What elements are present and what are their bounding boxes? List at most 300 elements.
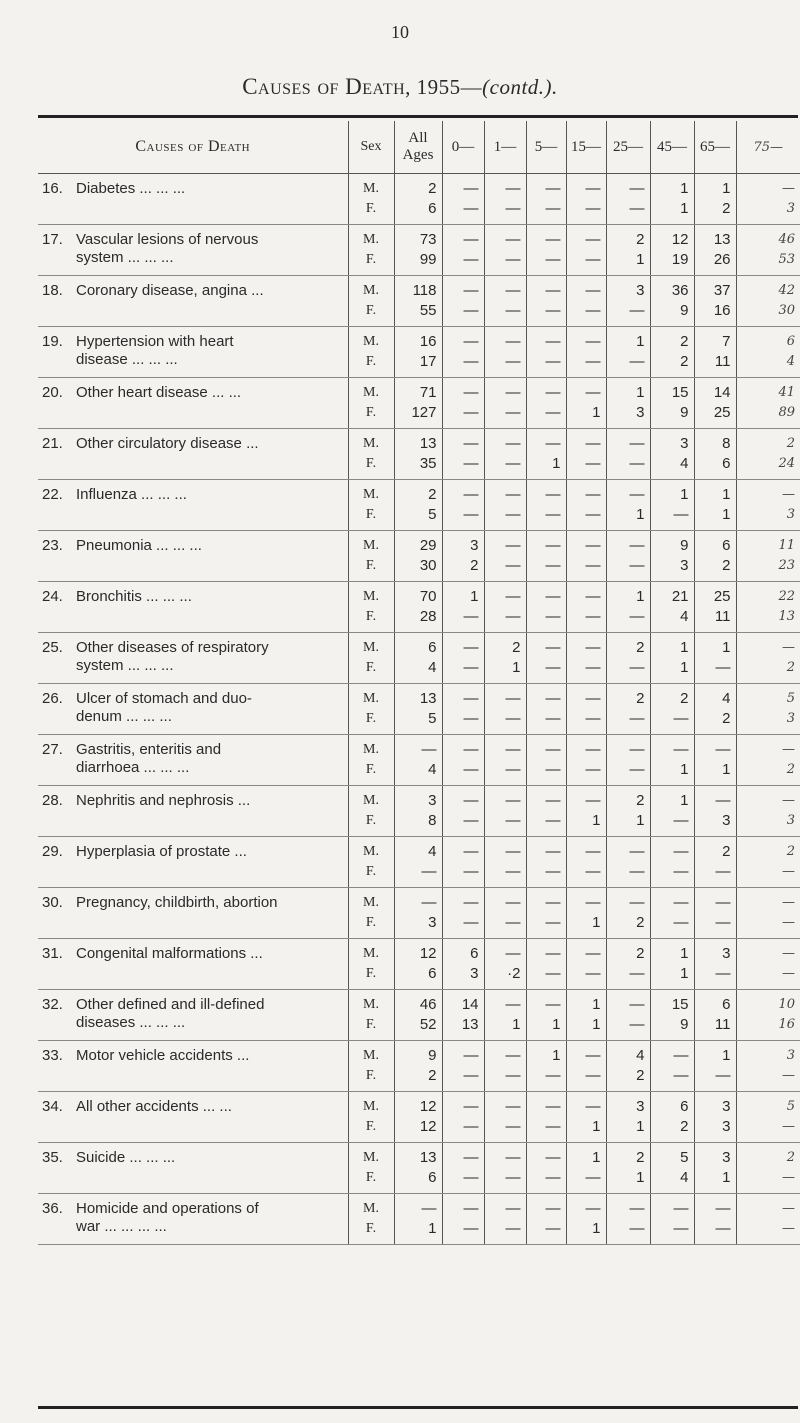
male-value-cell: — [484,1092,526,1118]
male-value-cell: — [442,480,484,506]
cause-label: Motor vehicle accidents [76,1047,233,1064]
female-value-cell: 1 [650,964,694,990]
cause-label: Gastritis, enteritis and [76,741,222,758]
male-value-cell: — [650,888,694,914]
male-value-cell: 15 [650,378,694,404]
male-value-cell: — [694,786,736,812]
female-value-cell: — [526,1066,566,1092]
cause-number: 34. [42,1098,63,1115]
cause-number: 35. [42,1149,63,1166]
male-value-cell: — [526,327,566,353]
male-value-cell: 4 [694,684,736,710]
sex-male: M. [348,582,394,608]
sex-female: F. [348,352,394,378]
male-value-cell: — [526,174,566,200]
female-value-cell: — [650,1219,694,1245]
title-year: , 1955— [405,75,483,99]
female-value-cell: 25 [694,403,736,429]
female-value-cell: — [566,352,606,378]
female-value-cell: 2 [394,1066,442,1092]
sex-male: M. [348,480,394,506]
male-value-cell: 6 [736,327,800,353]
header-all-ages: All Ages [394,121,442,174]
female-value-cell: 3 [442,964,484,990]
cause-number: 16. [42,180,63,197]
male-value-cell: 4 [606,1041,650,1067]
male-value-cell: — [566,786,606,812]
female-value-cell: — [442,1117,484,1143]
male-value-cell: — [484,684,526,710]
cause-cell [38,582,348,633]
female-value-cell: — [442,250,484,276]
male-value-cell: — [484,582,526,608]
female-value-cell: 1 [606,1168,650,1194]
header-age-25: 25— [606,121,650,174]
female-value-cell: — [484,811,526,837]
male-value-cell: — [736,735,800,761]
female-value-cell: — [484,862,526,888]
male-value-cell: 118 [394,276,442,302]
male-value-cell: 2 [606,939,650,965]
female-value-cell: 1 [650,760,694,786]
female-value-cell: — [606,1219,650,1245]
female-value-cell: — [606,862,650,888]
male-value-cell: — [526,735,566,761]
female-value-cell: — [566,658,606,684]
header-age-45: 45— [650,121,694,174]
female-value-cell: — [442,607,484,633]
female-value-cell: — [736,1168,800,1194]
male-value-cell: — [442,276,484,302]
sex-female: F. [348,1066,394,1092]
female-value-cell: — [736,913,800,939]
female-value-cell: — [606,658,650,684]
male-value-cell: 46 [736,225,800,251]
female-value-cell: — [484,1168,526,1194]
sex-male: M. [348,429,394,455]
female-value-cell: — [566,760,606,786]
male-value-cell: 2 [650,327,694,353]
female-value-cell: 4 [394,658,442,684]
cause-number: 22. [42,486,63,503]
male-value-cell: — [484,837,526,863]
male-value-cell: — [442,735,484,761]
female-value-cell: — [606,607,650,633]
female-value-cell: — [526,607,566,633]
female-value-cell: — [484,1066,526,1092]
male-value-cell: — [442,684,484,710]
female-value-cell: 2 [736,658,800,684]
female-value-cell: 19 [650,250,694,276]
male-value-cell: — [566,480,606,506]
male-value-cell: 71 [394,378,442,404]
male-value-cell: — [442,378,484,404]
female-value-cell: 3 [736,811,800,837]
male-value-cell: 2 [606,684,650,710]
cause-label: Pregnancy, childbirth, abortion [76,894,278,911]
female-value-cell: — [650,709,694,735]
female-value-cell: — [442,1168,484,1194]
header-age-15: 15— [566,121,606,174]
cause-label: Influenza [76,486,137,503]
male-value-cell: 2 [484,633,526,659]
male-value-cell: — [566,735,606,761]
female-value-cell: — [442,352,484,378]
sex-male: M. [348,1143,394,1169]
female-value-cell: — [526,1168,566,1194]
female-value-cell: 13 [442,1015,484,1041]
male-value-cell: — [566,582,606,608]
sex-male: M. [348,276,394,302]
female-value-cell: 1 [650,658,694,684]
cause-label: Congenital malformations [76,945,247,962]
table-row [38,480,800,506]
male-value-cell: 36 [650,276,694,302]
cause-number: 24. [42,588,63,605]
female-value-cell: — [694,862,736,888]
male-value-cell: — [484,531,526,557]
cause-label: Other defined and ill-defined [76,996,265,1013]
female-value-cell: 5 [394,505,442,531]
female-value-cell: 3 [394,913,442,939]
male-value-cell: 1 [442,582,484,608]
male-value-cell: — [526,633,566,659]
sex-male: M. [348,378,394,404]
male-value-cell: — [566,429,606,455]
cause-label: Other circulatory disease [76,435,242,452]
female-value-cell: — [442,1066,484,1092]
female-value-cell: — [650,505,694,531]
male-value-cell: — [566,1092,606,1118]
male-value-cell: 1 [694,633,736,659]
male-value-cell: 1 [526,1041,566,1067]
female-value-cell: 1 [526,454,566,480]
cause-number: 23. [42,537,63,554]
header-age-65: 65— [694,121,736,174]
female-value-cell: — [526,301,566,327]
cause-dots: ... ... ... [151,537,202,554]
male-value-cell: — [484,429,526,455]
sex-male: M. [348,1194,394,1220]
sex-male: M. [348,837,394,863]
male-value-cell: — [526,1092,566,1118]
female-value-cell: — [566,862,606,888]
male-value-cell: 1 [606,327,650,353]
female-value-cell: 1 [566,1117,606,1143]
male-value-cell: — [484,1041,526,1067]
cause-label-continued: diarrhoea ... ... ... [76,759,190,776]
female-value-cell: — [442,658,484,684]
female-value-cell: — [566,505,606,531]
male-value-cell: 15 [650,990,694,1016]
female-value-cell: 2 [606,1066,650,1092]
male-value-cell: 1 [650,633,694,659]
male-value-cell: 8 [694,429,736,455]
male-value-cell: 7 [694,327,736,353]
sex-female: F. [348,199,394,225]
male-value-cell: — [566,531,606,557]
sex-female: F. [348,811,394,837]
table-row [38,939,800,965]
female-value-cell: — [526,862,566,888]
cause-dots: ... ... ... [136,486,187,503]
female-value-cell: — [526,1219,566,1245]
female-value-cell: 28 [394,607,442,633]
female-value-cell: — [694,964,736,990]
table-row [38,429,800,455]
female-value-cell: 2 [650,352,694,378]
male-value-cell: — [526,1143,566,1169]
male-value-cell: 13 [394,1143,442,1169]
female-value-cell: — [484,250,526,276]
male-value-cell: 1 [606,378,650,404]
cause-dots: ... ... [198,1098,232,1115]
female-value-cell: 35 [394,454,442,480]
male-value-cell: 6 [694,990,736,1016]
cause-number: 32. [42,996,63,1013]
female-value-cell: — [606,454,650,480]
female-value-cell: 6 [394,199,442,225]
male-value-cell: — [526,225,566,251]
header-age-75: 75— [736,121,800,174]
male-value-cell: 3 [606,276,650,302]
page-number: 10 [391,22,409,42]
cause-cell [38,1092,348,1143]
cause-label: Pneumonia [76,537,152,554]
female-value-cell: — [566,454,606,480]
female-value-cell: — [694,1066,736,1092]
female-value-cell: 2 [694,556,736,582]
male-value-cell: 14 [694,378,736,404]
header-sex: Sex [348,121,394,174]
cause-number: 25. [42,639,63,656]
female-value-cell: 1 [566,811,606,837]
female-value-cell: — [442,403,484,429]
male-value-cell: — [394,1194,442,1220]
male-value-cell: — [566,174,606,200]
sex-female: F. [348,1015,394,1041]
male-value-cell: — [566,327,606,353]
female-value-cell: 3 [694,1117,736,1143]
table-row [38,684,800,710]
sex-male: M. [348,888,394,914]
male-value-cell: — [566,276,606,302]
cause-cell [38,531,348,582]
female-value-cell: — [650,862,694,888]
male-value-cell: — [442,633,484,659]
female-value-cell: 1 [484,658,526,684]
sex-female: F. [348,250,394,276]
male-value-cell: 5 [736,1092,800,1118]
cause-cell [38,990,348,1041]
male-value-cell: — [606,990,650,1016]
causes-of-death-table [38,121,800,1245]
male-value-cell: — [566,1041,606,1067]
male-value-cell: 4 [394,837,442,863]
male-value-cell: — [526,276,566,302]
cause-cell [38,327,348,378]
cause-label: Coronary disease, angina [76,282,247,299]
male-value-cell: 73 [394,225,442,251]
female-value-cell: — [606,709,650,735]
female-value-cell: — [526,505,566,531]
male-value-cell: — [694,1194,736,1220]
male-value-cell: 1 [694,480,736,506]
sex-female: F. [348,454,394,480]
male-value-cell: — [694,888,736,914]
cause-dots: ... ... ... [135,180,186,197]
cause-cell [38,786,348,837]
male-value-cell: — [442,225,484,251]
male-value-cell: — [736,939,800,965]
table-row [38,1143,800,1169]
female-value-cell: — [484,352,526,378]
sex-female: F. [348,760,394,786]
male-value-cell: — [484,174,526,200]
female-value-cell: 52 [394,1015,442,1041]
male-value-cell: — [442,429,484,455]
male-value-cell: — [442,1041,484,1067]
male-value-cell: 2 [606,1143,650,1169]
male-value-cell: — [526,684,566,710]
sex-female: F. [348,1219,394,1245]
cause-number: 28. [42,792,63,809]
male-value-cell: — [484,939,526,965]
cause-number: 17. [42,231,63,248]
female-value-cell: — [442,760,484,786]
female-value-cell: — [442,913,484,939]
female-value-cell: — [484,403,526,429]
male-value-cell: 37 [694,276,736,302]
female-value-cell: 1 [394,1219,442,1245]
table-row [38,786,800,812]
sex-female: F. [348,658,394,684]
male-value-cell: — [566,633,606,659]
female-value-cell: — [736,862,800,888]
female-value-cell: — [526,658,566,684]
male-value-cell: — [650,735,694,761]
page-title [0,74,800,100]
female-value-cell: 3 [606,403,650,429]
female-value-cell: — [566,199,606,225]
female-value-cell: — [736,1219,800,1245]
male-value-cell: — [526,480,566,506]
male-value-cell: — [442,888,484,914]
cause-cell [38,735,348,786]
female-value-cell: 16 [736,1015,800,1041]
cause-label-continued: system ... ... ... [76,249,174,266]
cause-dots: ... [233,792,251,809]
female-value-cell: 1 [606,250,650,276]
male-value-cell: 2 [650,684,694,710]
female-value-cell: — [566,1168,606,1194]
male-value-cell: — [484,1194,526,1220]
male-value-cell: — [484,225,526,251]
male-value-cell: 3 [694,939,736,965]
male-value-cell: 29 [394,531,442,557]
table-row [38,735,800,761]
cause-label: Homicide and operations of [76,1200,259,1217]
table-row [38,174,800,200]
female-value-cell: — [526,760,566,786]
male-value-cell: — [484,735,526,761]
female-value-cell: — [606,760,650,786]
female-value-cell: 1 [526,1015,566,1041]
male-value-cell: — [566,1194,606,1220]
female-value-cell: 99 [394,250,442,276]
male-value-cell: — [736,633,800,659]
male-value-cell: 3 [736,1041,800,1067]
female-value-cell: — [736,964,800,990]
male-value-cell: — [566,939,606,965]
cause-cell [38,429,348,480]
female-value-cell: 6 [694,454,736,480]
sex-female: F. [348,1168,394,1194]
cause-label-continued: system ... ... ... [76,657,174,674]
male-value-cell: 2 [736,1143,800,1169]
cause-number: 29. [42,843,63,860]
cause-label: Nephritis and nephrosis [76,792,234,809]
sex-male: M. [348,225,394,251]
male-value-cell: — [526,582,566,608]
female-value-cell: 30 [394,556,442,582]
cause-label: Diabetes [76,180,136,197]
female-value-cell: — [484,607,526,633]
sex-female: F. [348,913,394,939]
male-value-cell: 1 [694,174,736,200]
male-value-cell: — [442,174,484,200]
male-value-cell: 1 [566,1143,606,1169]
cause-cell [38,1194,348,1245]
cause-cell [38,1143,348,1194]
female-value-cell: 6 [394,964,442,990]
female-value-cell: 127 [394,403,442,429]
female-value-cell: 4 [736,352,800,378]
cause-number: 31. [42,945,63,962]
cause-cell [38,276,348,327]
female-value-cell: — [526,199,566,225]
female-value-cell: — [606,1015,650,1041]
female-value-cell: — [484,556,526,582]
cause-cell [38,225,348,276]
female-value-cell: — [484,199,526,225]
male-value-cell: — [650,837,694,863]
male-value-cell: 6 [394,633,442,659]
male-value-cell: 3 [694,1092,736,1118]
female-value-cell: 11 [694,1015,736,1041]
male-value-cell: 2 [606,633,650,659]
male-value-cell: 1 [650,174,694,200]
male-value-cell: 13 [694,225,736,251]
male-value-cell: 6 [694,531,736,557]
female-value-cell: 2 [694,709,736,735]
male-value-cell: — [606,1194,650,1220]
male-value-cell: — [606,174,650,200]
female-value-cell: — [484,709,526,735]
female-value-cell: 2 [442,556,484,582]
sex-male: M. [348,990,394,1016]
male-value-cell: — [606,480,650,506]
cause-dots: ... [246,282,264,299]
male-value-cell: — [526,786,566,812]
male-value-cell: — [606,429,650,455]
cause-dots: ... ... [207,384,242,401]
table-header [38,121,800,174]
male-value-cell: 3 [606,1092,650,1118]
male-value-cell: — [566,888,606,914]
male-value-cell: — [650,1194,694,1220]
male-value-cell: 2 [394,480,442,506]
